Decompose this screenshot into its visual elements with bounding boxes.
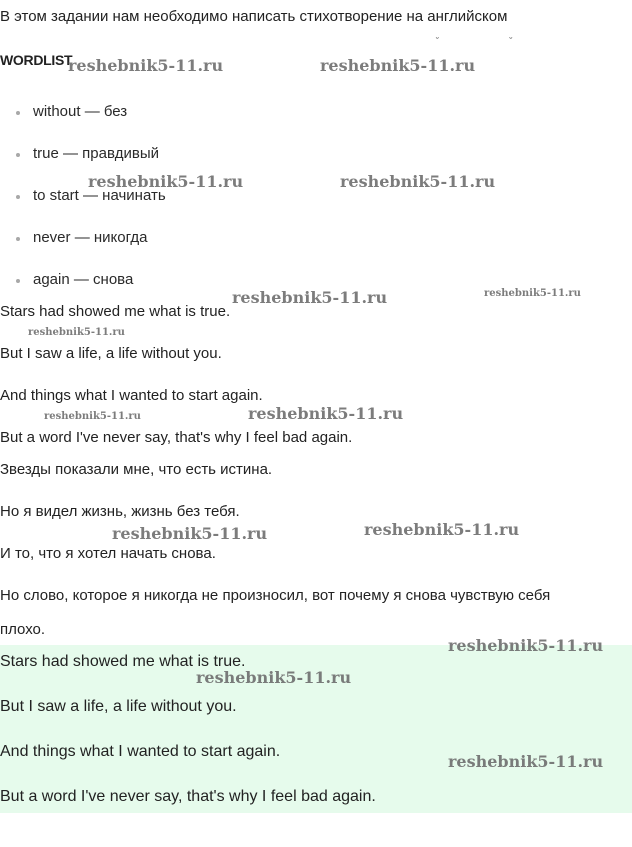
watermark: reshebnik5-11.ru [68, 56, 224, 75]
wordlist-item [0, 228, 166, 270]
intro-text: В этом задании нам необходимо написать стихотворение на английском [0, 8, 508, 25]
wordlist-item [0, 102, 166, 144]
poem-ru-line: Но я видел жизнь, жизнь без тебя. [0, 503, 240, 520]
wordlist-item-text: never — никогда [33, 229, 148, 246]
poem-ru-line: И то, что я хотел начать снова. [0, 545, 216, 562]
watermark: reshebnik5-11.ru [44, 411, 141, 422]
poem-highlight-line: But I saw a life, a life without you. [0, 698, 237, 715]
wordlist-item-text: again — снова [33, 271, 134, 288]
bullet-icon [16, 153, 20, 157]
poem-ru-line: Звезды показали мне, что есть истина. [0, 461, 273, 478]
poem-ru-line: Но слово, которое я никогда не произносил, вот почему я снова чувствую себя [0, 587, 551, 604]
bullet-icon [16, 111, 20, 115]
watermark: reshebnik5-11.ru [28, 327, 125, 338]
watermark: reshebnik5-11.ru [448, 752, 604, 771]
wordlist-item-text: without — без [33, 103, 128, 120]
watermark: reshebnik5-11.ru [320, 56, 476, 75]
watermark: reshebnik5-11.ru [448, 636, 604, 655]
poem-en-line: But I saw a life, a life without you. [0, 345, 222, 362]
poem-en-line: Stars had showed me what is true. [0, 303, 231, 320]
wordlist [0, 102, 166, 312]
watermark: reshebnik5-11.ru [196, 668, 352, 687]
watermark: reshebnik5-11.ru [112, 524, 268, 543]
poem-highlight-line: But a word I've never say, that's why I feel bad again. [0, 788, 376, 805]
bullet-icon [16, 195, 20, 199]
bullet-icon [16, 279, 20, 283]
wordlist-heading: WORDLIST [0, 52, 73, 68]
poem-ru-line: плохо. [0, 621, 46, 638]
wordlist-item-text: to start — начинать [33, 187, 166, 204]
watermark: reshebnik5-11.ru [232, 288, 388, 307]
poem-highlight-line: Stars had showed me what is true. [0, 653, 246, 670]
watermark: reshebnik5-11.ru [484, 288, 581, 299]
poem-highlight-line: And things what I wanted to start again. [0, 743, 281, 760]
poem-en-line: But a word I've never say, that's why I feel bad again. [0, 429, 353, 446]
watermark: reshebnik5-11.ru [248, 404, 404, 423]
watermark: reshebnik5-11.ru [340, 172, 496, 191]
wordlist-item [0, 186, 166, 228]
watermark: reshebnik5-11.ru [88, 172, 244, 191]
bullet-icon [16, 237, 20, 241]
wordlist-item-text: true — правдивый [33, 145, 160, 162]
intro-marks: ˘ ˘ [436, 36, 547, 46]
watermark: reshebnik5-11.ru [364, 520, 520, 539]
poem-en-line: And things what I wanted to start again. [0, 387, 263, 404]
